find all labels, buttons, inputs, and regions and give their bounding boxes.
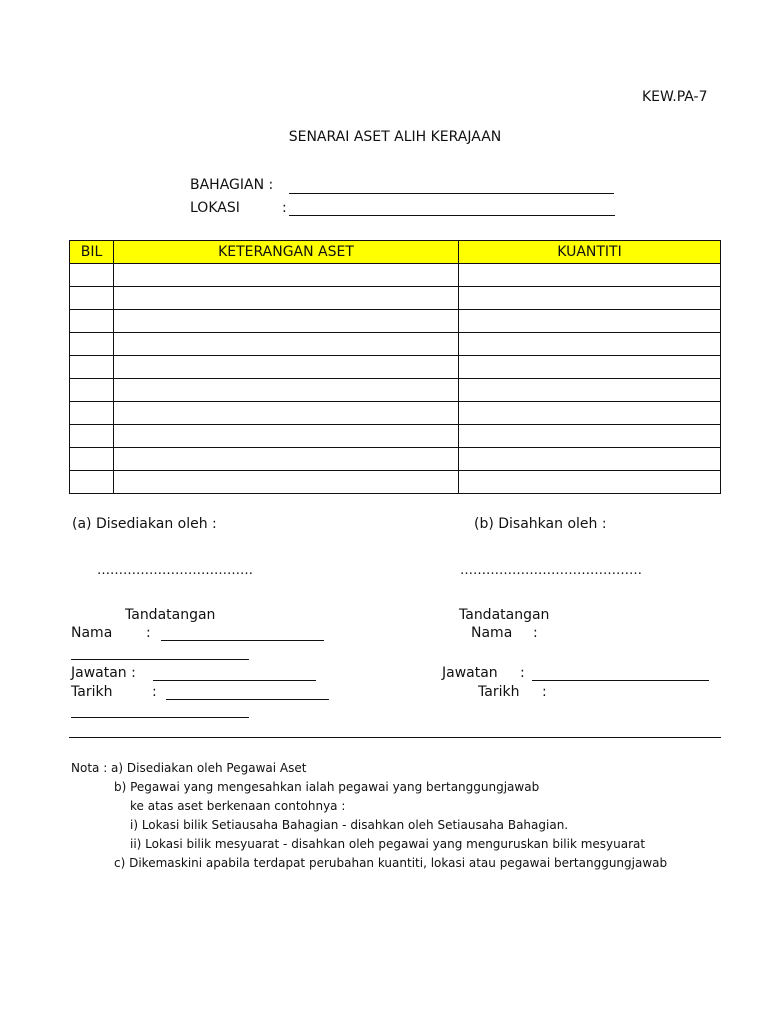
keterangan-cell[interactable]	[114, 264, 459, 287]
kuantiti-cell[interactable]	[459, 471, 721, 494]
section-divider	[69, 737, 721, 738]
kuantiti-cell[interactable]	[459, 333, 721, 356]
kuantiti-cell[interactable]	[459, 379, 721, 402]
prepared-signature-label: Tandatangan	[125, 607, 216, 623]
note-b-line-2: ke atas aset berkenaan contohnya :	[130, 799, 346, 813]
table-row	[70, 356, 721, 379]
table-row	[70, 379, 721, 402]
approved-jawatan-label: Jawatan	[442, 665, 498, 681]
keterangan-cell[interactable]	[114, 379, 459, 402]
lokasi-input-line[interactable]	[289, 215, 615, 216]
bil-cell[interactable]	[70, 310, 114, 333]
keterangan-cell[interactable]	[114, 333, 459, 356]
note-a: Nota : a) Disediakan oleh Pegawai Aset	[71, 761, 307, 775]
prepared-nama-line[interactable]	[161, 640, 324, 641]
prepared-nama-label: Nama	[71, 625, 113, 641]
keterangan-cell[interactable]	[114, 287, 459, 310]
kuantiti-cell[interactable]	[459, 287, 721, 310]
header-kuantiti: KUANTITI	[459, 241, 721, 264]
table-row	[70, 264, 721, 287]
approved-tarikh-label: Tarikh	[478, 684, 520, 700]
prepared-by-heading: (a) Disediakan oleh :	[72, 516, 217, 532]
prepared-tarikh-label: Tarikh	[71, 684, 113, 700]
note-b-ii: ii) Lokasi bilik mesyuarat - disahkan oleh pegawai yang menguruskan bilik mesyuarat	[130, 837, 646, 851]
bil-cell[interactable]	[70, 425, 114, 448]
table-row	[70, 425, 721, 448]
table-row	[70, 333, 721, 356]
kuantiti-cell[interactable]	[459, 402, 721, 425]
form-title: SENARAI ASET ALIH KERAJAAN	[288, 129, 502, 145]
prepared-tarikh-line-2[interactable]	[71, 717, 249, 718]
lokasi-colon: :	[282, 200, 287, 216]
table-header-row	[70, 241, 721, 264]
kuantiti-cell[interactable]	[459, 448, 721, 471]
table-row	[70, 402, 721, 425]
kuantiti-cell[interactable]	[459, 356, 721, 379]
note-b-line-1: b) Pegawai yang mengesahkan ialah pegawai yang bertanggungjawab	[114, 780, 540, 794]
table-row	[70, 310, 721, 333]
kuantiti-cell[interactable]	[459, 425, 721, 448]
kuantiti-cell[interactable]	[459, 310, 721, 333]
prepared-tarikh-colon: :	[152, 684, 157, 700]
header-keterangan-aset: KETERANGAN ASET	[114, 241, 459, 264]
prepared-tarikh-line[interactable]	[166, 699, 329, 700]
bil-cell[interactable]	[70, 333, 114, 356]
bil-cell[interactable]	[70, 264, 114, 287]
bil-cell[interactable]	[70, 448, 114, 471]
prepared-nama-colon: :	[146, 625, 151, 641]
bil-cell[interactable]	[70, 356, 114, 379]
table-row	[70, 448, 721, 471]
approved-jawatan-colon: :	[520, 665, 525, 681]
bil-cell[interactable]	[70, 471, 114, 494]
prepared-jawatan-label: Jawatan :	[71, 665, 136, 681]
bil-cell[interactable]	[70, 379, 114, 402]
prepared-nama-line-2[interactable]	[71, 659, 249, 660]
bil-cell[interactable]	[70, 402, 114, 425]
prepared-jawatan-line[interactable]	[153, 680, 316, 681]
approved-by-heading: (b) Disahkan oleh :	[474, 516, 607, 532]
note-c: c) Dikemaskini apabila terdapat perubahan kuantiti, lokasi atau pegawai bertanggungjawab	[114, 856, 668, 870]
bahagian-label: BAHAGIAN :	[190, 177, 274, 193]
approved-signature-dots[interactable]: ……………………………………	[460, 563, 642, 578]
bil-cell[interactable]	[70, 287, 114, 310]
keterangan-cell[interactable]	[114, 425, 459, 448]
table-row	[70, 471, 721, 494]
table-row	[70, 287, 721, 310]
keterangan-cell[interactable]	[114, 448, 459, 471]
note-b-i: i) Lokasi bilik Setiausaha Bahagian - disahkan oleh Setiausaha Bahagian.	[130, 818, 569, 832]
keterangan-cell[interactable]	[114, 356, 459, 379]
form-code: KEW.PA-7	[642, 89, 708, 105]
kuantiti-cell[interactable]	[459, 264, 721, 287]
bahagian-input-line[interactable]	[289, 193, 614, 194]
keterangan-cell[interactable]	[114, 471, 459, 494]
approved-jawatan-line[interactable]	[532, 680, 709, 681]
approved-nama-colon: :	[533, 625, 538, 641]
approved-signature-label: Tandatangan	[459, 607, 550, 623]
asset-table	[69, 240, 721, 494]
approved-nama-label: Nama	[471, 625, 513, 641]
keterangan-cell[interactable]	[114, 310, 459, 333]
prepared-signature-dots[interactable]: ………………………………	[97, 563, 253, 578]
approved-tarikh-colon: :	[542, 684, 547, 700]
keterangan-cell[interactable]	[114, 402, 459, 425]
lokasi-label: LOKASI	[190, 200, 240, 216]
header-bil: BIL	[70, 241, 114, 264]
